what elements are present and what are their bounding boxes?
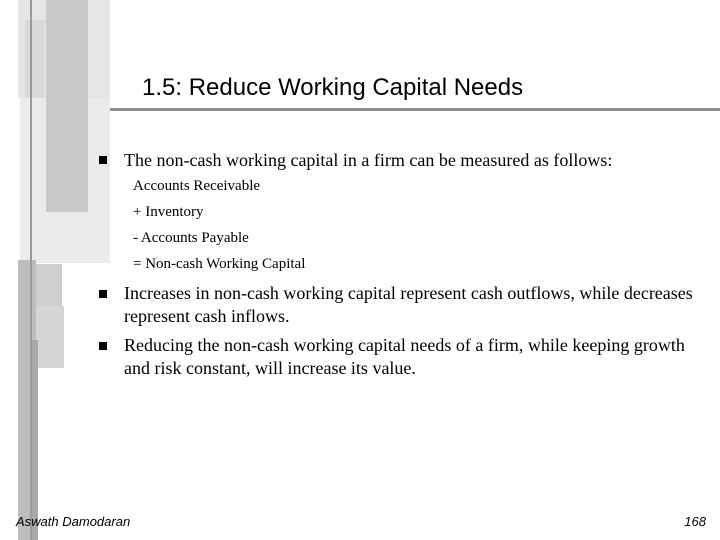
page-number: 168 — [684, 514, 706, 529]
bullet-text: Reducing the non-cash working capital needs of a firm, while keeping growth and risk constant, will increase its value. — [124, 335, 685, 378]
decorative-block — [32, 264, 62, 306]
formula-line: = Non-cash Working Capital — [133, 256, 306, 272]
bullet-marker — [99, 290, 107, 298]
footer-author: Aswath Damodaran — [16, 514, 131, 529]
bullet-text: The non-cash working capital in a firm can be measured as follows: — [124, 150, 613, 170]
bullet-marker — [99, 342, 107, 350]
formula-line: - Accounts Payable — [133, 230, 249, 246]
formula-line: Accounts Receivable — [133, 178, 261, 194]
decorative-block — [34, 306, 64, 368]
slide-title: 1.5: Reduce Working Capital Needs — [142, 74, 524, 101]
decorative-block — [46, 0, 88, 212]
bullet-text: Increases in non-cash working capital represent cash outflows, while decreases represent cash inflows. — [124, 283, 693, 326]
title-underline — [110, 108, 720, 111]
formula-line: + Inventory — [133, 204, 204, 220]
bullet-marker — [99, 156, 107, 164]
decorative-line — [30, 0, 32, 540]
